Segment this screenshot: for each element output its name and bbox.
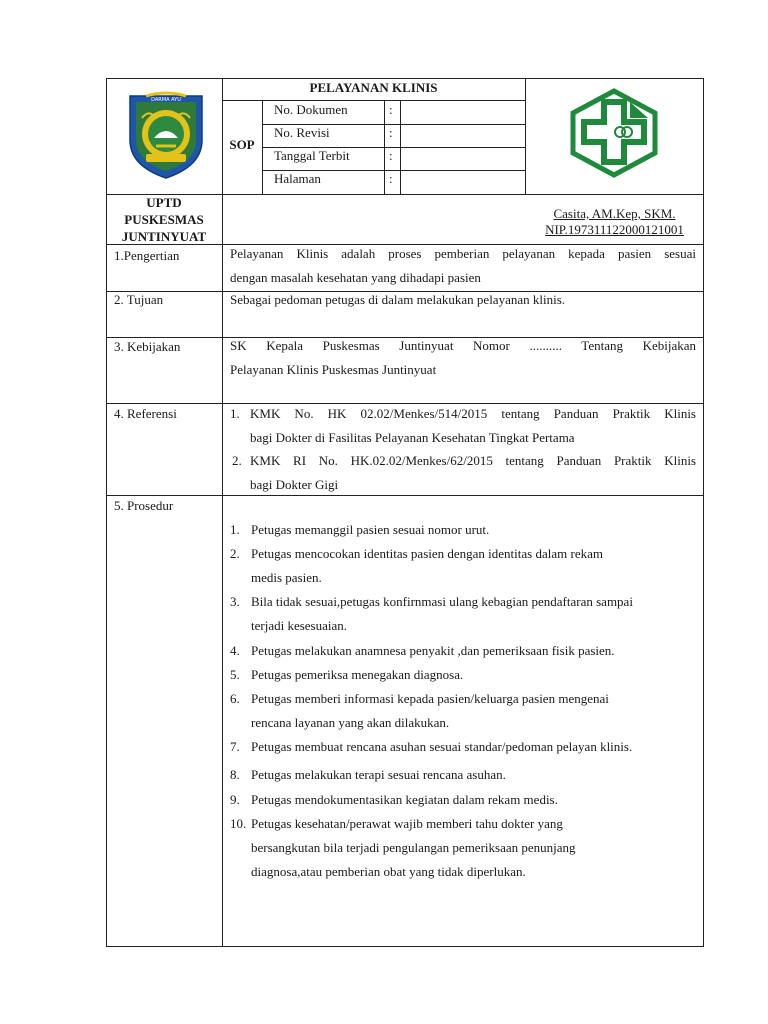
regency-emblem: [124, 88, 208, 180]
prosedur-item-2-line-2: medis pasien.: [251, 570, 322, 585]
sop-label: SOP: [229, 137, 255, 152]
prosedur-item-10-line-3: diagnosa,atau pemberian obat yang tidak diperlukan.: [251, 864, 526, 879]
prosedur-item-3-line-2: terjadi kesesuaian.: [251, 618, 348, 633]
header-right-divider: [525, 78, 526, 194]
prosedur-item-6-line-2: rencana layanan yang akan dilakukan.: [251, 715, 450, 730]
title-underline: [222, 100, 525, 101]
section-label-referensi: 4. Referensi: [114, 406, 177, 421]
meta-label-tanggal-terbit: Tanggal Terbit: [274, 148, 350, 163]
regency-emblem-icon: [124, 88, 208, 180]
org-line-1: UPTD: [146, 195, 182, 210]
org-line-2: PUSKESMAS: [124, 212, 204, 227]
label-column-divider: [222, 78, 223, 947]
prosedur-item-5-line-1: Petugas pemeriksa menegakan diagnosa.: [251, 667, 464, 682]
meta-sep-tanggal-terbit: :: [389, 148, 393, 163]
prosedur-item-7-line-1: Petugas membuat rencana asuhan sesuai standar/pedoman pelayan klinis.: [251, 739, 633, 754]
org-line-3: JUNTINYUAT: [121, 229, 207, 244]
kebijakan-text-line-2: Pelayanan Klinis Puskesmas Juntinyuat: [230, 362, 437, 377]
pengertian-text-line-1: Pelayanan Klinis adalah proses pemberian pelayanan kepada pasien sesuai: [230, 246, 696, 261]
section-label-kebijakan: 3. Kebijakan: [114, 339, 181, 354]
referensi-item-1-num: 1.: [230, 406, 240, 421]
prosedur-item-4-line-1: Petugas melakukan anamnesa penyakit ,dan pemeriksaan fisik pasien.: [251, 643, 615, 658]
tujuan-text: Sebagai pedoman petugas di dalam melakukan pelayanan klinis.: [230, 292, 566, 307]
section-label-pengertian: 1.Pengertian: [114, 248, 180, 263]
meta-label-no-dokumen: No. Dokumen: [274, 102, 348, 117]
signer-nip: NIP.197311122000121001: [545, 222, 684, 237]
emblem-text: DARMA AYU: [151, 97, 181, 103]
prosedur-item-6-line-1: Petugas memberi informasi kepada pasien/keluarga pasien mengenai: [251, 691, 609, 706]
meta-label-halaman: Halaman: [274, 171, 321, 186]
prosedur-item-3-num: 3.: [230, 594, 240, 609]
meta-label-no-revisi: No. Revisi: [274, 125, 330, 140]
document-title: PELAYANAN KLINIS: [309, 80, 438, 95]
prosedur-item-1-line-1: Petugas memanggil pasien sesuai nomor urut.: [251, 522, 490, 537]
prosedur-item-10-line-2: bersangkutan bila terjadi pengulangan pemeriksaan penunjang: [251, 840, 576, 855]
prosedur-item-9-line-1: Petugas mendokumentasikan kegiatan dalam rekam medis.: [251, 792, 558, 807]
prosedur-item-5-num: 5.: [230, 667, 240, 682]
prosedur-item-4-num: 4.: [230, 643, 240, 658]
prosedur-item-8-line-1: Petugas melakukan terapi sesuai rencana asuhan.: [251, 767, 506, 782]
puskesmas-logo-icon: [568, 88, 660, 178]
prosedur-item-10-line-1: Petugas kesehatan/perawat wajib memberi tahu dokter yang: [251, 816, 563, 831]
pengertian-text-line-2: dengan masalah kesehatan yang dihadapi pasien: [230, 270, 481, 285]
puskesmas-logo: [568, 88, 660, 178]
referensi-item-1-line-1: KMK No. HK 02.02/Menkes/514/2015 tentang Panduan Praktik Klinis: [250, 406, 696, 421]
meta-sep-halaman: :: [389, 171, 393, 186]
meta-sep-no-dokumen: :: [389, 102, 393, 117]
prosedur-item-8-num: 8.: [230, 767, 240, 782]
prosedur-item-9-num: 9.: [230, 792, 240, 807]
prosedur-item-2-line-1: Petugas mencocokan identitas pasien dengan identitas dalam rekam: [251, 546, 603, 561]
prosedur-item-1-num: 1.: [230, 522, 240, 537]
section-label-tujuan: 2. Tujuan: [114, 292, 164, 307]
referensi-item-2-num: 2.: [232, 453, 242, 468]
meta-sep-no-revisi: :: [389, 125, 393, 140]
referensi-item-2-line-1: KMK RI No. HK.02.02/Menkes/62/2015 tentang Panduan Praktik Klinis: [250, 453, 696, 468]
section-label-prosedur: 5. Prosedur: [114, 498, 174, 513]
row-line-referensi: [106, 495, 704, 496]
prosedur-item-7-num: 7.: [230, 739, 240, 754]
prosedur-item-10-num: 10.: [230, 816, 247, 831]
kebijakan-text-line-1: SK Kepala Puskesmas Juntinyuat Nomor .......... Tentang Kebijakan: [230, 338, 696, 353]
referensi-item-1-line-2: bagi Dokter di Fasilitas Pelayanan Kesehatan Tingkat Pertama: [250, 430, 575, 445]
prosedur-item-6-num: 6.: [230, 691, 240, 706]
prosedur-item-2-num: 2.: [230, 546, 240, 561]
prosedur-item-3-line-1: Bila tidak sesuai,petugas konfirnmasi ulang kebagian pendaftaran sampai: [251, 594, 633, 609]
signer-name: Casita, AM.Kep, SKM.: [553, 206, 676, 221]
referensi-item-2-line-2: bagi Dokter Gigi: [250, 477, 339, 492]
